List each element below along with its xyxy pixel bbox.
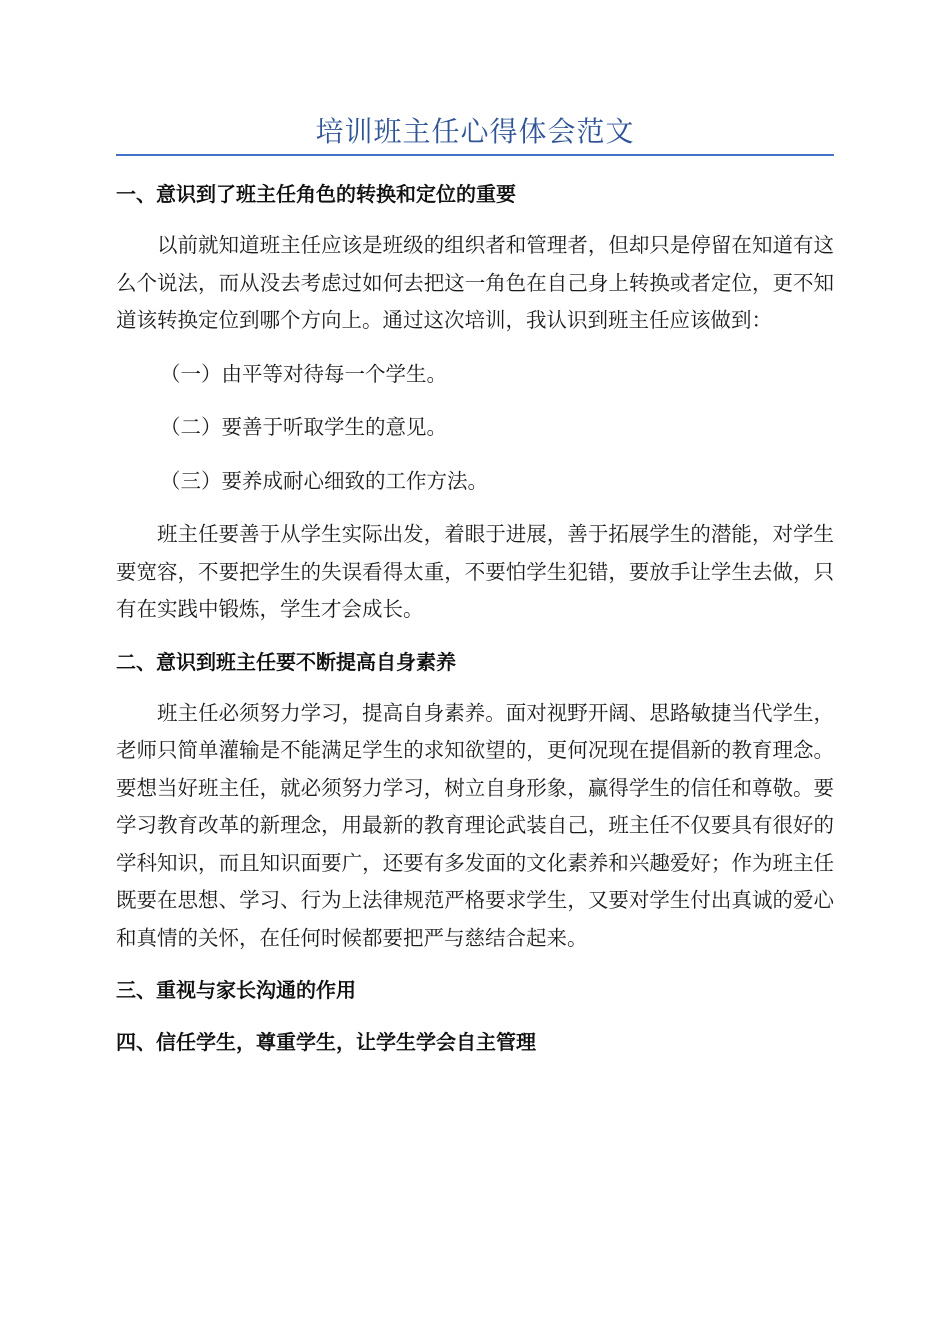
- document-body: [116, 175, 834, 1061]
- section-1-closing-paragraph: 班主任要善于从学生实际出发，着眼于进展，善于拓展学生的潜能，对学生要宽容，不要把学生的失误看得太重，不要怕学生犯错，要放手让学生去做，只有在实践中锻炼，学生才会成长。: [116, 522, 834, 621]
- section-1-intro-paragraph: 以前就知道班主任应该是班级的组织者和管理者，但却只是停留在知道有这么个说法，而从没去考虑过如何去把这一角色在自己身上转换或者定位，更不知道该转换定位到哪个方向上。通过这次培训，我认识到班主任应该做到：: [116, 233, 834, 332]
- document-title: 培训班主任心得体会范文: [315, 115, 635, 148]
- section-heading-3: 三、重视与家长沟通的作用: [116, 978, 356, 1002]
- section-1-list-item-1: （一）由平等对待每一个学生。: [160, 361, 447, 386]
- section-heading-4: 四、信任学生，尊重学生，让学生学会自主管理: [116, 1030, 536, 1054]
- section-heading-2: 二、意识到班主任要不断提高自身素养: [116, 649, 456, 674]
- section-2-body-paragraph: 班主任必须努力学习，提高自身素养。面对视野开阔、思路敏捷当代学生，老师只简单灌输是不能满足学生的求知欲望的，更何况现在提倡新的教育理念。要想当好班主任，就必须努力学习，树立自身形象，赢得学生的信任和尊敬。要学习教育改革的新理念，用最新的教育理论武装自己，班主任不仅要具有很好的学科知识，而且知识面要广，还要有多发面的文化素养和兴趣爱好；作为班主任既要在思想、学习、行为上法律规范严格要求学生，又要对学生付出真诚的爱心和真情的关怀，在任何时候都要把严与慈结合起来。: [116, 700, 834, 950]
- section-heading-1: 一、意识到了班主任角色的转换和定位的重要: [116, 182, 516, 206]
- section-1-list-item-3: （三）要养成耐心细致的工作方法。: [160, 468, 488, 493]
- title-divider: [116, 154, 834, 156]
- section-1-list-item-2: （二）要善于听取学生的意见。: [160, 415, 447, 439]
